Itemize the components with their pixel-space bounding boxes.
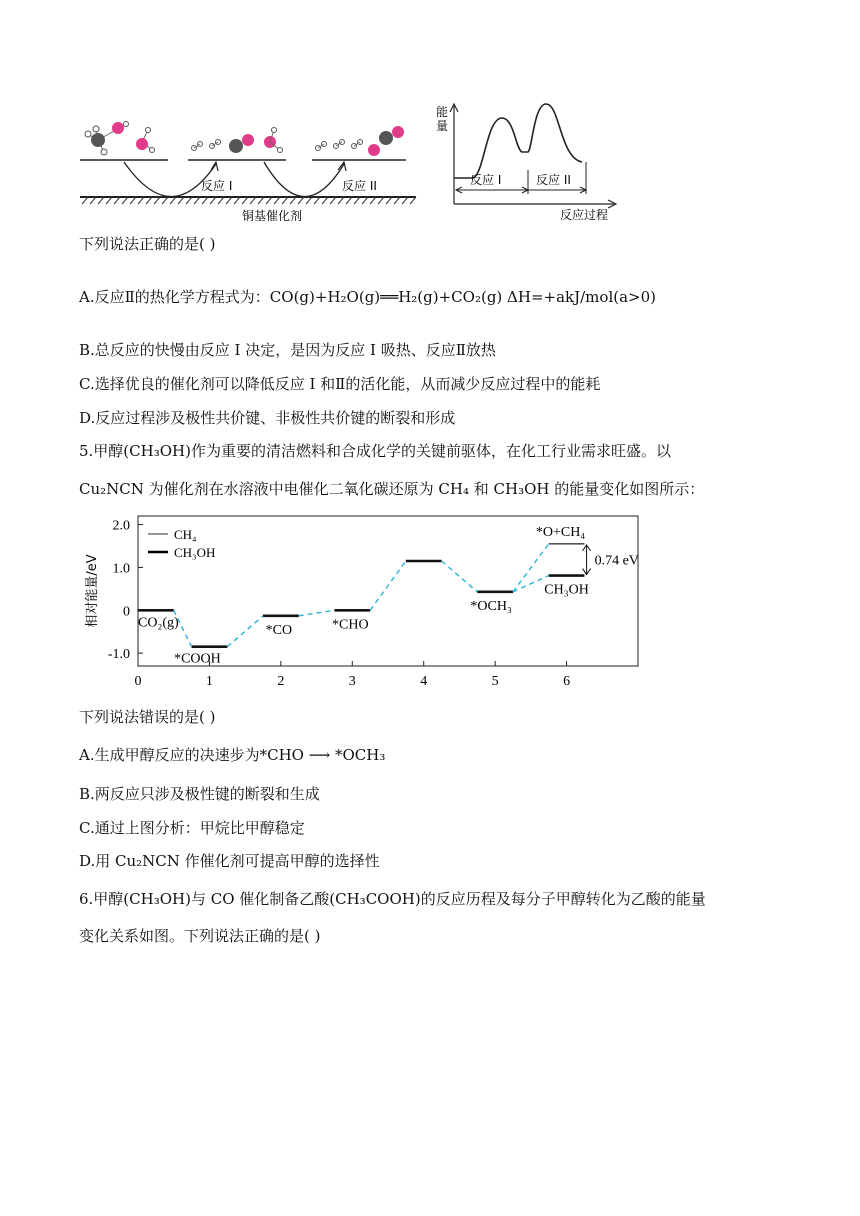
reaction1-span-label: 反应 I [470, 173, 502, 187]
y-tick-label: 0 [123, 604, 130, 620]
legend-label: CH₄ [174, 527, 197, 542]
catalyst-label: 铜基催化剂 [242, 209, 303, 223]
connector-line [442, 561, 478, 592]
reaction1-label: 反应 I [201, 179, 233, 193]
q5-stem-line1: 5.甲醇(CH₃OH)作为重要的清洁燃料和合成化学的关键前驱体，在化工行业需求旺盛。以 [79, 442, 671, 460]
q4-option-c: C.选择优良的催化剂可以降低反应 I 和Ⅱ的活化能，从而减少反应过程中的能耗 [79, 375, 601, 393]
x-tick-label: 6 [563, 674, 571, 689]
q5-option-c: C.通过上图分析：甲烷比甲醇稳定 [79, 819, 305, 837]
reaction2-span-label: 反应 II [536, 173, 571, 187]
q5-option-d: D.用 Cu₂NCN 作催化剂可提高甲醇的选择性 [79, 852, 380, 870]
q5-option-a: A.生成甲醇反应的决速步为*CHO ⟶ *OCH₃ [79, 746, 386, 764]
legend-label: CH₃OH [174, 545, 216, 560]
molecule-icon [192, 128, 283, 154]
energy-axis-label-1: 能 [436, 105, 449, 119]
y-tick-label: -1.0 [107, 647, 130, 663]
process-axis-label: 反应过程 [560, 208, 609, 222]
q6-line1: 6.甲醇(CH₃OH)与 CO 催化制备乙酸(CH₃COOH)的反应历程及每分子甲醇转化为乙酸的能量 [79, 890, 706, 908]
energy-profile-sketch [432, 100, 622, 225]
state-label: CO₂(g) [138, 615, 179, 631]
molecule-icon [85, 122, 155, 156]
state-label: *OCH₃ [470, 598, 512, 614]
q4-stem: 下列说法正确的是( ) [79, 235, 216, 253]
q4-option-d: D.反应过程涉及极性共价键、非极性共价键的断裂和形成 [79, 409, 456, 427]
y-axis-label: 相对能量/eV [85, 554, 100, 628]
state-label: *COOH [174, 651, 221, 667]
connector-line [370, 561, 406, 610]
q4-option-b: B.总反应的快慢由反应 I 决定，是因为反应 I 吸热、反应Ⅱ放热 [79, 341, 496, 359]
state-label: CH₃OH [544, 582, 589, 598]
energy-diagram-chart [78, 510, 648, 695]
q5-option-b: B.两反应只涉及极性键的断裂和生成 [79, 785, 320, 803]
connector-line [299, 610, 335, 616]
y-tick-label: 1.0 [112, 561, 130, 577]
state-label: *CHO [332, 617, 369, 633]
q5-question: 下列说法错误的是( ) [79, 708, 216, 726]
q4-option-a: A.反应Ⅱ的热化学方程式为：CO(g)+H₂O(g)══H₂(g)+CO₂(g) ΔH=+akJ/mol(a>0) [79, 288, 656, 306]
x-tick-label: 5 [491, 674, 499, 689]
state-label: *O+CH₄ [535, 524, 586, 540]
q5-stem-line2: Cu₂NCN 为催化剂在水溶液中电催化二氧化碳还原为 CH₄ 和 CH₃OH 的能量变化如图所示： [79, 480, 705, 498]
energy-axis-label-2: 量 [436, 119, 449, 133]
x-tick-label: 0 [134, 674, 142, 689]
molecule-icon [316, 126, 405, 156]
catalyst-mechanism-figure [76, 100, 426, 225]
q6-line2: 变化关系如图。下列说法正确的是( ) [79, 927, 321, 945]
gap-annotation: 0.74 eV [594, 553, 639, 569]
state-label: *CO [265, 622, 293, 638]
x-tick-label: 4 [420, 674, 428, 689]
y-tick-label: 2.0 [112, 518, 130, 534]
x-tick-label: 3 [348, 674, 356, 689]
x-tick-label: 1 [205, 674, 213, 689]
reaction2-label: 反应 II [342, 179, 377, 193]
connector-line [227, 616, 263, 647]
x-tick-label: 2 [277, 674, 285, 689]
